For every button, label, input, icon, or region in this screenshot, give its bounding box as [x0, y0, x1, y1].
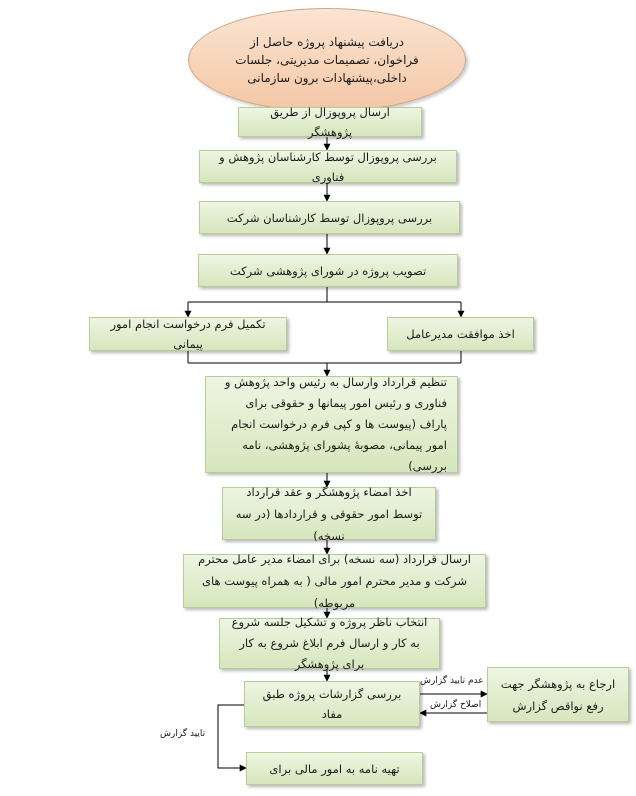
step-review-company	[199, 201, 460, 234]
arrow-review-to-finance	[218, 705, 246, 768]
step-ceo-approval	[387, 317, 534, 351]
step-review-reports	[244, 681, 420, 727]
step-finance-letter-text: تهیه نامه به امور مالی برای	[269, 761, 400, 776]
step-complete-form	[89, 317, 287, 351]
step-send-contract-text: ارسال قرارداد (سه نسخه) برای امضاء مدیر عامل محترم شرکت و مدیر محترم امور مالی ( به همراه پیوست های مربوطه)	[198, 552, 471, 610]
step-approve-council	[198, 254, 458, 287]
step-select-supervisor	[219, 615, 440, 671]
step-select-supervisor-text: انتخاب ناظر پروژه و تشکیل جلسه شروع به کار و ارسال فرم ابلاغ شروع به کار برای پژوهشگر	[231, 615, 428, 671]
step-review-tech-text: بررسی پروپوزال توسط کارشناسان پژوهش و فناوری	[219, 149, 437, 184]
step-complete-form-text: تکمیل فرم درخواست انجام امور پیمانی	[110, 317, 266, 351]
step-review-reports-text: بررسی گزارشات پروژه طبق مفاد	[262, 687, 402, 721]
step-send-proposal-text: ارسال پروپوزال از طریق پژوهشگر	[270, 105, 390, 139]
edge-label-not-approved: عدم تایید گزارش	[420, 676, 484, 686]
start-text: دریافت پیشنهاد پروژه حاصل از فراخوان، تصمیمات مدیریتی، جلسات داخلی،پیشنهادات برون سازمانی	[235, 35, 419, 85]
step-sign-contract-text: اخذ امضاء پژوهشگر و عقد قرارداد توسط امور حقوقی و قراردادها (در سه نسخه)	[235, 484, 423, 543]
step-draft-contract-text: تنظیم قرارداد وارسال به رئیس واحد پژوهش و فناوری و رئیس امور پیمانها و حقوقی برای پاراف (پیوست ها و کپی فرم درخواست انجام امور پیمانی، مصوبهٔ پشورای پژوهشی، نامه بررسی)	[224, 375, 447, 473]
step-send-contract	[183, 554, 486, 608]
step-draft-contract	[205, 376, 458, 473]
edge-label-corrected: اصلاح گزارش	[430, 700, 482, 710]
step-approve-council-text: تصویب پروژه در شورای پژوهشی شرکت	[229, 263, 427, 278]
start-ellipse	[188, 8, 466, 112]
step-review-company-text: بررسی پروپوزال توسط کارشناسان شرکت	[226, 210, 433, 225]
step-finance-letter	[246, 752, 423, 785]
step-return-researcher-text: ارجاع به پژوهشگر جهت رفع نواقص گزارش	[500, 676, 616, 713]
step-return-researcher	[487, 667, 629, 722]
step-send-proposal	[238, 107, 422, 137]
step-ceo-approval-text: اخذ موافقت مدیرعامل	[406, 327, 515, 341]
edge-label-approved: تایید گزارش	[160, 729, 206, 739]
step-sign-contract	[222, 484, 436, 543]
step-review-tech	[199, 150, 457, 183]
